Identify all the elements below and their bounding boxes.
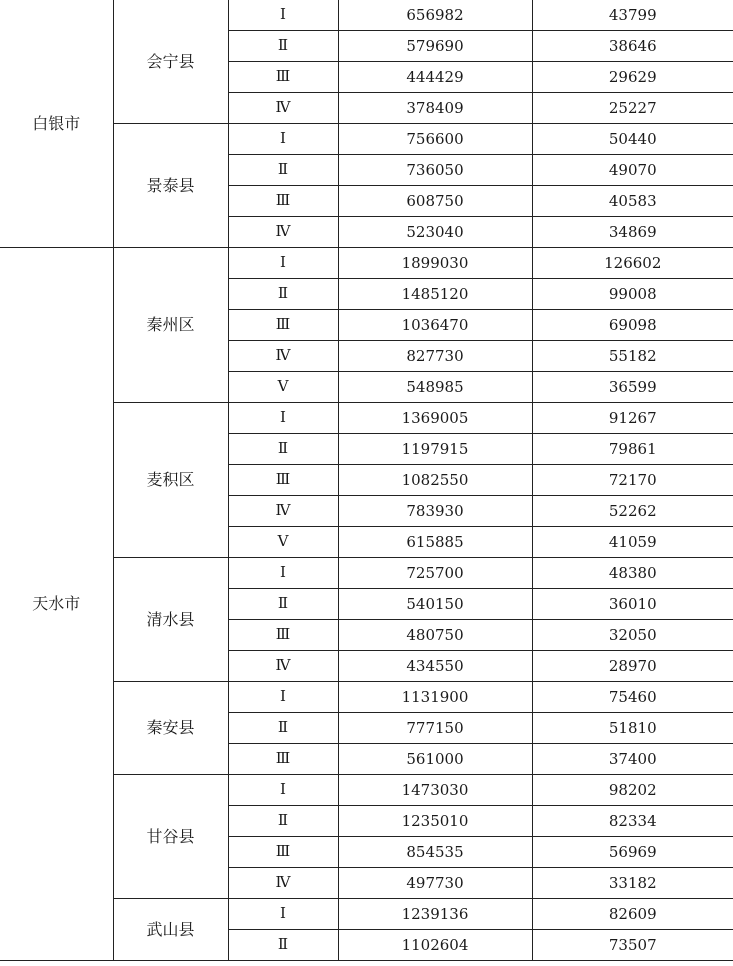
value-cell-a: 540150	[338, 589, 532, 620]
value-cell-b: 55182	[532, 341, 733, 372]
value-cell-a: 444429	[338, 62, 532, 93]
value-cell-b: 28970	[532, 651, 733, 682]
value-cell-b: 25227	[532, 93, 733, 124]
value-cell-b: 56969	[532, 837, 733, 868]
level-cell: Ⅴ	[228, 372, 338, 403]
level-cell: Ⅲ	[228, 186, 338, 217]
value-cell-a: 608750	[338, 186, 532, 217]
value-cell-b: 99008	[532, 279, 733, 310]
value-cell-a: 1036470	[338, 310, 532, 341]
county-name: 会宁县	[113, 0, 228, 124]
level-cell: Ⅰ	[228, 403, 338, 434]
level-cell: Ⅱ	[228, 589, 338, 620]
county-name: 清水县	[113, 558, 228, 682]
value-cell-b: 52262	[532, 496, 733, 527]
level-cell: Ⅱ	[228, 930, 338, 961]
value-cell-a: 827730	[338, 341, 532, 372]
value-cell-a: 480750	[338, 620, 532, 651]
value-cell-b: 82334	[532, 806, 733, 837]
county-name: 秦安县	[113, 682, 228, 775]
value-cell-a: 1899030	[338, 248, 532, 279]
county-name: 甘谷县	[113, 775, 228, 899]
level-cell: Ⅲ	[228, 837, 338, 868]
level-cell: Ⅲ	[228, 465, 338, 496]
value-cell-a: 523040	[338, 217, 532, 248]
level-cell: Ⅴ	[228, 527, 338, 558]
city-name: 天水市	[0, 248, 113, 961]
value-cell-b: 37400	[532, 744, 733, 775]
level-cell: Ⅰ	[228, 682, 338, 713]
value-cell-a: 497730	[338, 868, 532, 899]
level-cell: Ⅰ	[228, 0, 338, 31]
value-cell-a: 1102604	[338, 930, 532, 961]
value-cell-b: 48380	[532, 558, 733, 589]
value-cell-b: 75460	[532, 682, 733, 713]
value-cell-b: 51810	[532, 713, 733, 744]
value-cell-a: 725700	[338, 558, 532, 589]
value-cell-b: 43799	[532, 0, 733, 31]
value-cell-a: 615885	[338, 527, 532, 558]
value-cell-b: 32050	[532, 620, 733, 651]
value-cell-b: 72170	[532, 465, 733, 496]
level-cell: Ⅰ	[228, 124, 338, 155]
value-cell-a: 1473030	[338, 775, 532, 806]
level-cell: Ⅳ	[228, 93, 338, 124]
value-cell-a: 1239136	[338, 899, 532, 930]
value-cell-a: 579690	[338, 31, 532, 62]
level-cell: Ⅲ	[228, 744, 338, 775]
value-cell-a: 548985	[338, 372, 532, 403]
level-cell: Ⅳ	[228, 341, 338, 372]
level-cell: Ⅲ	[228, 62, 338, 93]
county-name: 武山县	[113, 899, 228, 961]
level-cell: Ⅲ	[228, 620, 338, 651]
value-cell-b: 73507	[532, 930, 733, 961]
level-cell: Ⅳ	[228, 496, 338, 527]
level-cell: Ⅰ	[228, 775, 338, 806]
value-cell-a: 378409	[338, 93, 532, 124]
value-cell-a: 756600	[338, 124, 532, 155]
value-cell-a: 1369005	[338, 403, 532, 434]
value-cell-b: 69098	[532, 310, 733, 341]
county-name: 景泰县	[113, 124, 228, 248]
value-cell-b: 126602	[532, 248, 733, 279]
value-cell-a: 1197915	[338, 434, 532, 465]
value-cell-b: 82609	[532, 899, 733, 930]
level-cell: Ⅱ	[228, 279, 338, 310]
level-cell: Ⅱ	[228, 434, 338, 465]
level-cell: Ⅳ	[228, 868, 338, 899]
value-cell-a: 777150	[338, 713, 532, 744]
level-cell: Ⅲ	[228, 310, 338, 341]
value-cell-a: 854535	[338, 837, 532, 868]
table-row	[0, 0, 733, 31]
value-cell-a: 434550	[338, 651, 532, 682]
value-cell-a: 1131900	[338, 682, 532, 713]
value-cell-a: 1485120	[338, 279, 532, 310]
value-cell-a: 1235010	[338, 806, 532, 837]
value-cell-b: 36010	[532, 589, 733, 620]
value-cell-a: 1082550	[338, 465, 532, 496]
value-cell-a: 783930	[338, 496, 532, 527]
value-cell-b: 79861	[532, 434, 733, 465]
value-cell-b: 41059	[532, 527, 733, 558]
value-cell-b: 98202	[532, 775, 733, 806]
value-cell-a: 736050	[338, 155, 532, 186]
level-cell: Ⅰ	[228, 558, 338, 589]
table-row	[0, 248, 733, 279]
value-cell-b: 49070	[532, 155, 733, 186]
value-cell-a: 561000	[338, 744, 532, 775]
value-cell-b: 36599	[532, 372, 733, 403]
value-cell-b: 50440	[532, 124, 733, 155]
county-name: 秦州区	[113, 248, 228, 403]
level-cell: Ⅰ	[228, 899, 338, 930]
level-cell: Ⅳ	[228, 217, 338, 248]
value-cell-b: 33182	[532, 868, 733, 899]
value-cell-b: 34869	[532, 217, 733, 248]
level-cell: Ⅱ	[228, 155, 338, 186]
value-cell-b: 29629	[532, 62, 733, 93]
city-name: 白银市	[0, 0, 113, 248]
level-cell: Ⅱ	[228, 31, 338, 62]
value-cell-b: 91267	[532, 403, 733, 434]
level-cell: Ⅳ	[228, 651, 338, 682]
county-name: 麦积区	[113, 403, 228, 558]
value-cell-b: 40583	[532, 186, 733, 217]
level-cell: Ⅱ	[228, 713, 338, 744]
level-cell: Ⅰ	[228, 248, 338, 279]
level-cell: Ⅱ	[228, 806, 338, 837]
value-cell-a: 656982	[338, 0, 532, 31]
value-cell-b: 38646	[532, 31, 733, 62]
